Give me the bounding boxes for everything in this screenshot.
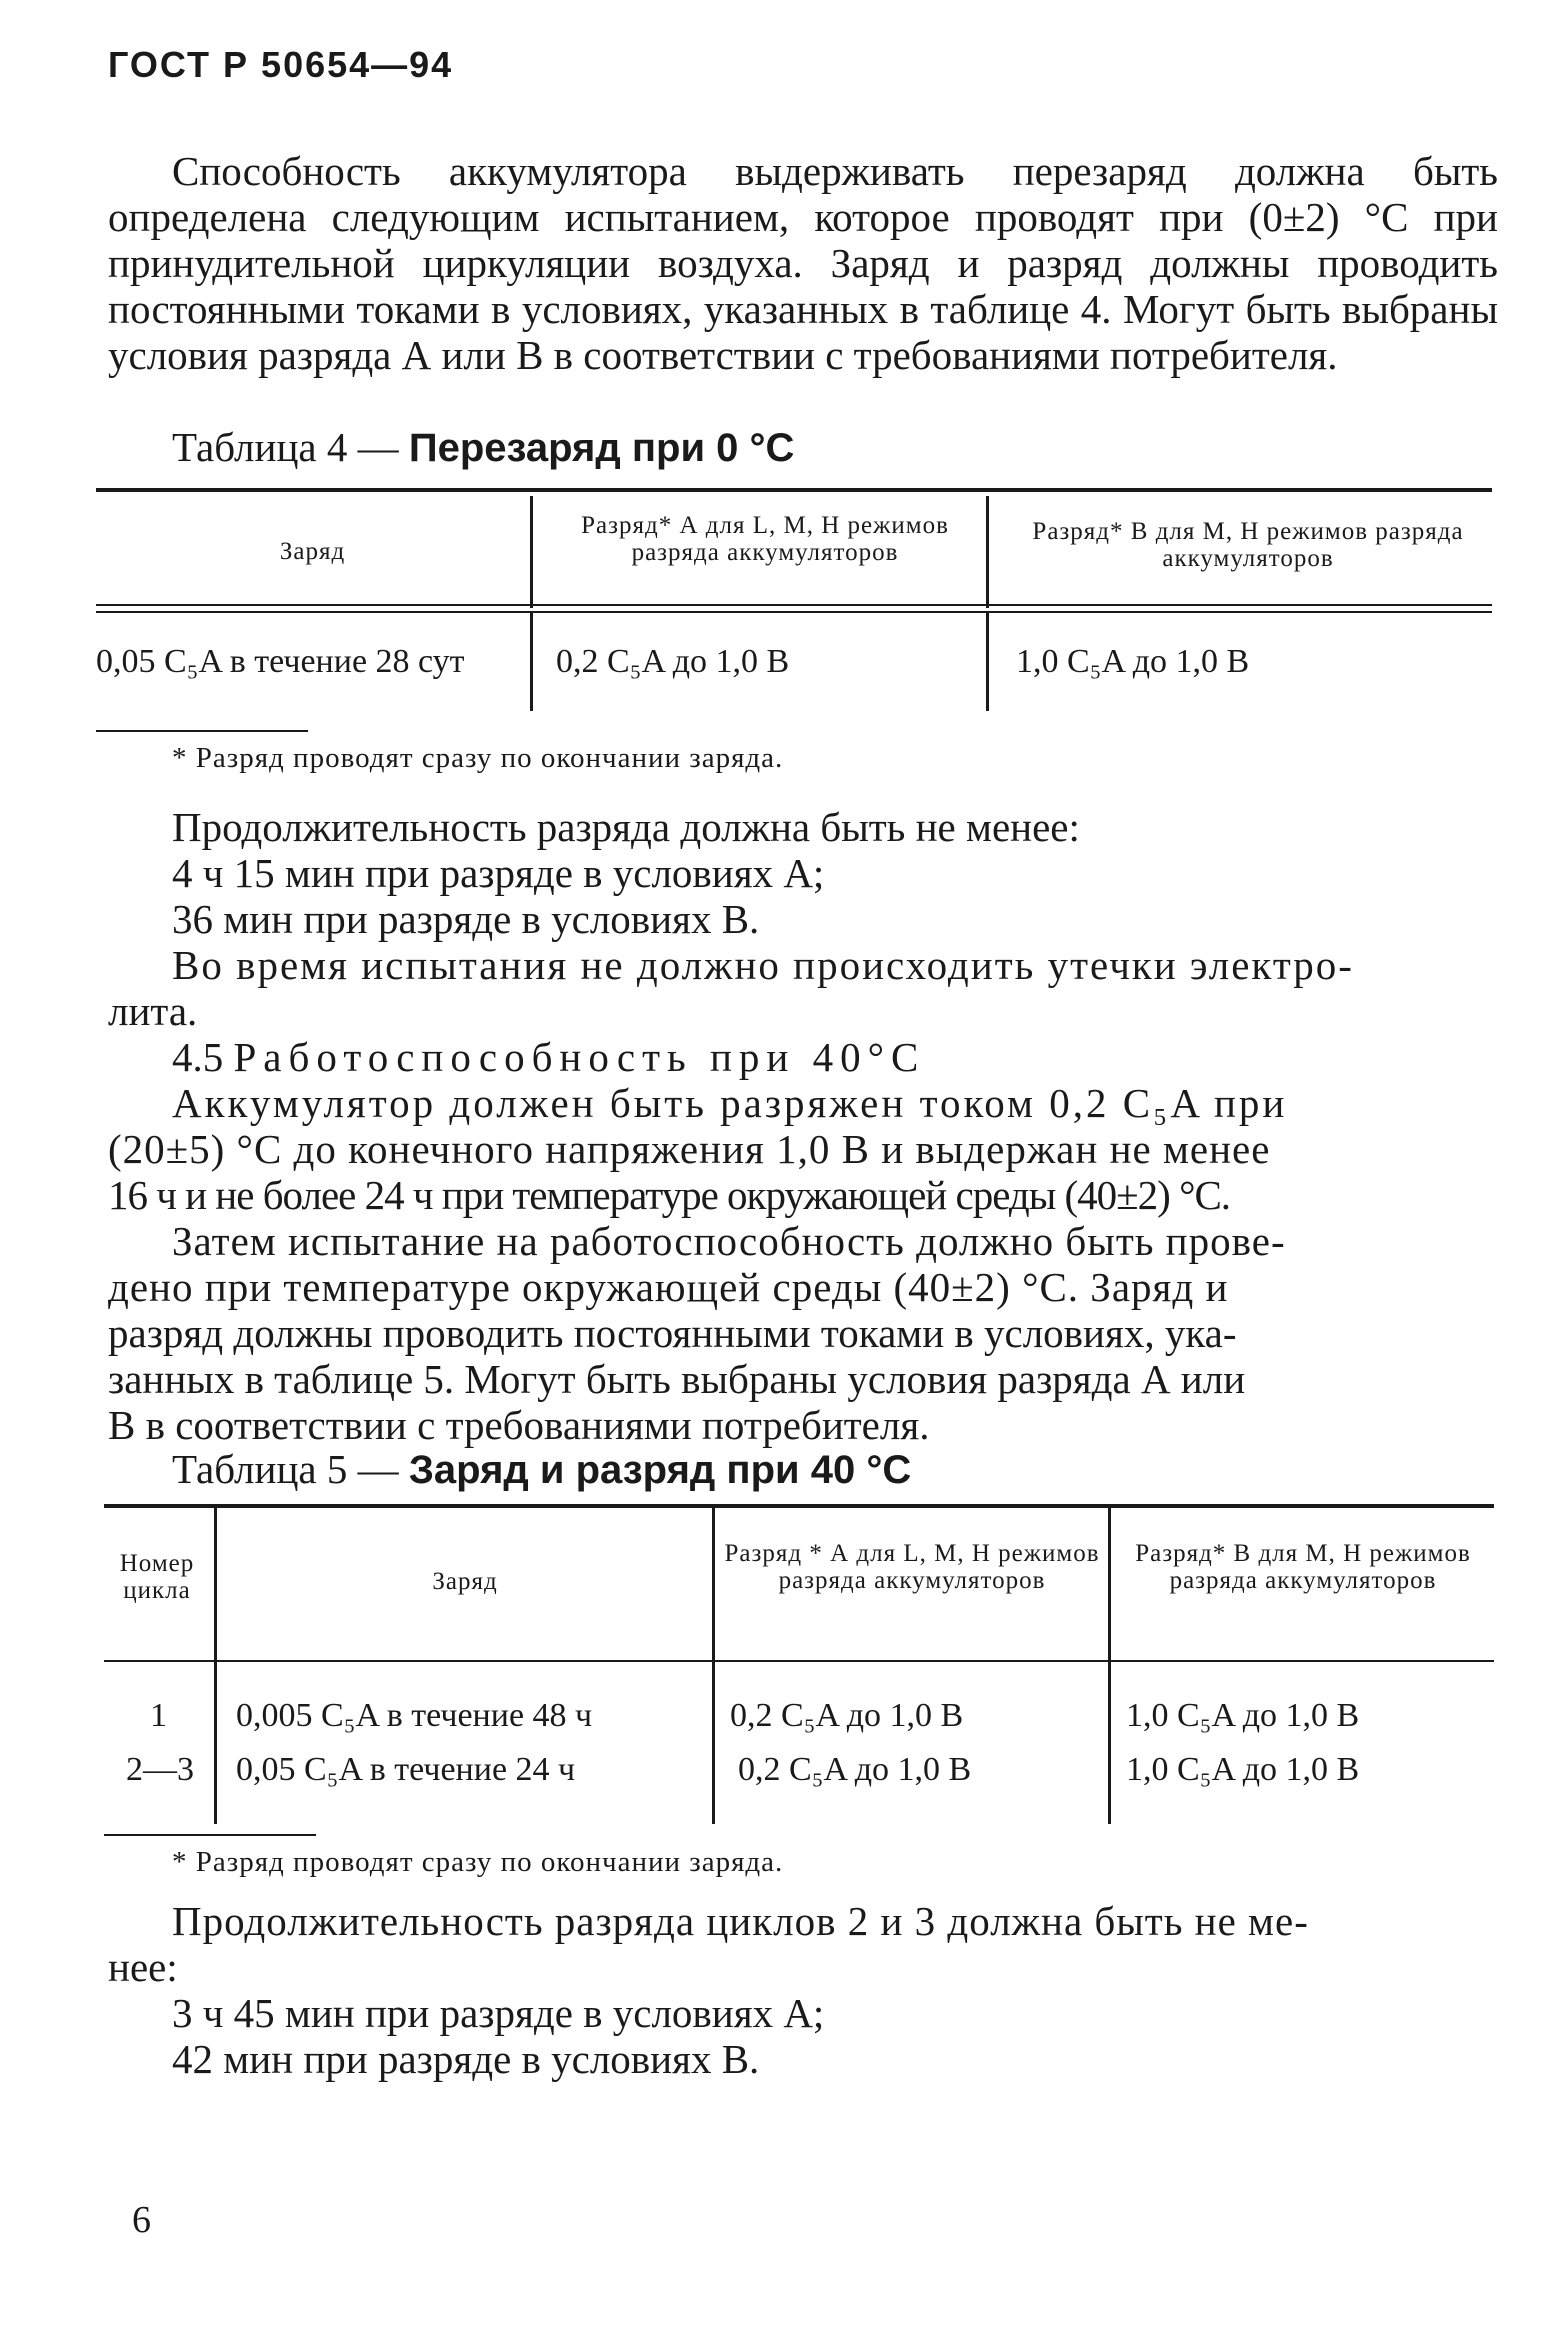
paragraph-overcharge: Способность аккумулятора выдерживать перезаряд должна быть определена следующим испытанием, которое проводят при (0±2) °С при принудительной циркуляции воздуха. Заряд и разряд должны проводить постоянными токами в условиях, указанных в таблице 4. Могут быть выбраны условия разряда А или В в соответствии с требованиями потребителя.	[108, 148, 1498, 378]
table5-vline	[1108, 1508, 1111, 1824]
table4-caption	[172, 424, 794, 471]
table5-row1-cycle: 1	[150, 1697, 167, 1734]
para4-line-5: В в соответствии с требованиями потребителя.	[108, 1402, 930, 1448]
table4-vline	[530, 496, 533, 608]
table4-header-rule	[96, 604, 1492, 606]
para5-item-a: 3 ч 45 мин при разряде в условиях А;	[172, 1990, 825, 2036]
table5-row2-discharge-a: 0,2 C₅A до 1,0 В	[738, 1751, 972, 1788]
para4-line-4: занных в таблице 5. Могут быть выбраны условия разряда А или	[108, 1356, 1246, 1402]
section-title: Работоспособность при 40°С	[233, 1034, 926, 1080]
table5-caption	[172, 1446, 911, 1493]
table4-top-rule	[96, 488, 1492, 492]
table5-header-rule	[104, 1660, 1494, 1662]
table4-footnote: * Разряд проводят сразу по окончании заряда.	[172, 742, 784, 774]
table5-header-discharge-b: Разряд* В для М, Н режимов разряда аккумуляторов	[1135, 1540, 1471, 1594]
para5-line-1: Продолжительность разряда циклов 2 и 3 должна быть не ме-	[172, 1898, 1309, 1944]
table4-header-discharge-b: Разряд* В для М, Н режимов разряда аккумуляторов	[1032, 518, 1464, 572]
duration-item-a: 4 ч 15 мин при разряде в условиях А;	[172, 850, 825, 896]
table4-header-rule	[96, 611, 1492, 613]
table5-row1-charge: 0,005 C₅A в течение 48 ч	[236, 1697, 593, 1734]
table5-footnote-rule	[104, 1834, 316, 1836]
table4-caption-prefix: Таблица 4 —	[172, 424, 399, 470]
table5-vline	[214, 1508, 217, 1824]
para3-line-2: (20±5) °С до конечного напряжения 1,0 В и выдержан не менее	[108, 1126, 1271, 1172]
table4-cell-charge: 0,05 C₅A в течение 28 сут	[96, 643, 465, 680]
section-number: 4.5	[172, 1034, 224, 1080]
section-heading	[172, 1034, 925, 1080]
para3-line-1: Аккумулятор должен быть разряжен током 0,2 C₅A при	[172, 1080, 1288, 1126]
para4-line-1: Затем испытание на работоспособность должно быть прове-	[172, 1218, 1286, 1264]
table5-header-discharge-a: Разряд * А для L, M, H режимов разряда аккумуляторов	[724, 1540, 1100, 1594]
table4-cell-discharge-a: 0,2 C₅A до 1,0 В	[556, 643, 790, 680]
duration-intro: Продолжительность разряда должна быть не менее:	[172, 804, 1080, 850]
table4-vline	[530, 613, 533, 711]
para3-line-3: 16 ч и не более 24 ч при температуре окружающей среды (40±2) °С.	[108, 1172, 1231, 1218]
table5-top-rule	[104, 1504, 1494, 1508]
para5-item-b: 42 мин при разряде в условиях В.	[172, 2036, 760, 2082]
page-number: 6	[132, 2199, 151, 2241]
table4-vline	[986, 496, 989, 608]
para4-line-3: разряд должны проводить постоянными токами в условиях, ука-	[108, 1310, 1237, 1356]
table5-header-charge: Заряд	[432, 1568, 498, 1595]
table5-header-cycle: Номер цикла	[119, 1550, 195, 1604]
table5-row2-cycle: 2—3	[126, 1751, 194, 1788]
table4-vline	[986, 613, 989, 711]
table5-caption-title: Заряд и разряд при 40 °С	[408, 1448, 912, 1492]
table5-row2-discharge-b: 1,0 C₅A до 1,0 В	[1126, 1751, 1360, 1788]
document-header: ГОСТ Р 50654—94	[108, 44, 454, 85]
table4-footnote-rule	[96, 730, 308, 732]
table4-cell-discharge-b: 1,0 C₅A до 1,0 В	[1016, 643, 1250, 680]
table5-vline	[712, 1508, 715, 1824]
table4-caption-title: Перезаряд при 0 °С	[408, 426, 795, 470]
leak-line-1: Во время испытания не должно происходить утечки электро-	[172, 942, 1354, 988]
table4-header-charge: Заряд	[279, 538, 346, 565]
table5-footnote: * Разряд проводят сразу по окончании заряда.	[172, 1846, 784, 1878]
leak-line-2: лита.	[108, 988, 198, 1034]
table4-header-discharge-a: Разряд* А для L, M, H режимов разряда аккумуляторов	[581, 512, 949, 566]
para5-line-2: нее:	[108, 1944, 178, 1990]
duration-item-b: 36 мин при разряде в условиях В.	[172, 896, 760, 942]
table5-row1-discharge-b: 1,0 C₅A до 1,0 В	[1126, 1697, 1360, 1734]
table5-caption-prefix: Таблица 5 —	[172, 1446, 399, 1492]
table5-row1-discharge-a: 0,2 C₅A до 1,0 В	[730, 1697, 964, 1734]
para4-line-2: дено при температуре окружающей среды (40±2) °С. Заряд и	[108, 1264, 1229, 1310]
table5-row2-charge: 0,05 C₅A в течение 24 ч	[236, 1751, 576, 1788]
